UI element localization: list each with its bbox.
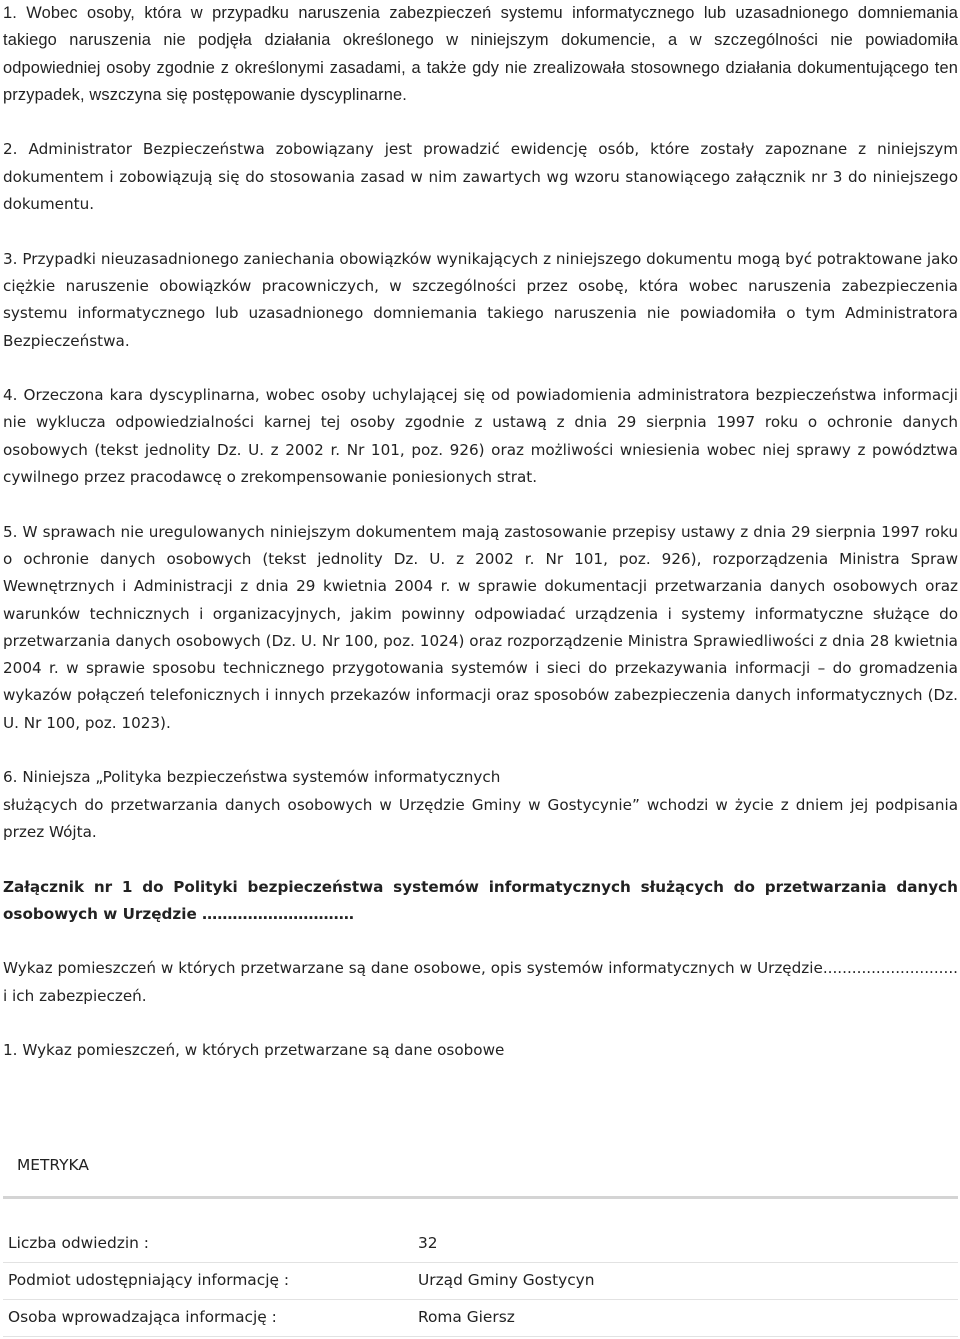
- paragraph-5: 5. W sprawach nie uregulowanych niniejszym dokumentem mają zastosowanie przepisy ustawy z dnia 29 sierpnia 1997 roku o ochronie danych osobowych (tekst jednolity Dz. U. z 2002 r. Nr 101, poz. 926), rozporządzenia Ministra Spraw Wewnętrznych i Administracji z dnia 29 kwietnia 2004 r. w sprawie dokumentacji przetwarzania danych osobowych oraz warunków technicznych i organizacyjnych, jakim powinny odpowiadać urządzenia i systemy informatyczne służące do przetwarzania danych osobowych (Dz. U. Nr 100, poz. 1024) oraz rozporządzenie Ministra Sprawiedliwości z dnia 28 kwietnia 2004 r. w sprawie sposobu technicznego przygotowania systemów i sieci do przekazywania informacji – do gromadzenia wykazów połączeń telefonicznych i innych przekazów informacji oraz sposobów zabezpieczenia danych informatycznych (Dz. U. Nr 100, poz. 1023).: [3, 522, 958, 732]
- metryka-value: 32: [418, 1234, 438, 1252]
- paragraph-6-title: 6. Niniejsza „Polityka bezpieczeństwa systemów informatycznych: [3, 768, 501, 787]
- paragraph-2: 2. Administrator Bezpieczeństwa zobowiązany jest prowadzić ewidencję osób, które zostały zapoznane z niniejszym dokumentem i zobowiązują się do stosowania zasad w nim zawartych wg wzoru stanowiącego załącznik nr 3 do niniejszego dokumentu.: [3, 140, 958, 214]
- metryka-label: Osoba wprowadzająca informację :: [8, 1308, 277, 1326]
- paragraph-4: 4. Orzeczona kara dyscyplinarna, wobec osoby uchylającej się od powiadomienia administratora bezpieczeństwa informacji nie wyklucza odpowiedzialności karnej tej osoby zgodnie z ustawą z dnia 29 sierpnia 1997 roku o ochronie danych osobowych (tekst jednolity Dz. U. z 2002 r. Nr 101, poz. 926) oraz możliwości wniesienia wobec niej sprawy z powództwa cywilnego przez pracodawcę o zrekompensowanie poniesionych strat.: [3, 386, 958, 487]
- paragraph-3: 3. Przypadki nieuzasadnionego zaniechania obowiązków wynikających z niniejszego dokumentu mogą być potraktowane jako ciężkie naruszenie obowiązków pracowniczych, w szczególności przez osobę, która wobec naruszenia zabezpieczenia systemu informatycznego lub uzasadnionego domniemania takiego naruszenia nie powiadomiła o tym Administratora Bezpieczeństwa.: [3, 249, 958, 350]
- metryka-label: Liczba odwiedzin :: [8, 1234, 149, 1252]
- paragraph-6-body: służących do przetwarzania danych osobowych w Urzędzie Gminy w Gostycynie” wchodzi w życie z dniem jej podpisania przez Wójta.: [3, 795, 958, 841]
- metryka-value: Roma Giersz: [418, 1308, 515, 1326]
- metryka-value: Urząd Gminy Gostycyn: [418, 1271, 595, 1289]
- rooms-list-heading: 1. Wykaz pomieszczeń, w których przetwarzane są dane osobowe: [3, 1041, 505, 1060]
- attachment-heading: Załącznik nr 1 do Polityki bezpieczeństwa systemów informatycznych służących do przetwarzania danych osobowych w Urzędzie …………………………: [3, 877, 958, 923]
- metryka-row-publisher: [3, 1263, 958, 1300]
- metryka-label: Podmiot udostępniający informację :: [8, 1271, 290, 1289]
- metryka-row-visits: [3, 1226, 958, 1263]
- metryka-row-author: [3, 1300, 958, 1337]
- paragraph-1: 1. Wobec osoby, która w przypadku naruszenia zabezpieczeń systemu informatycznego lub uzasadnionego domniemania takiego naruszenia nie podjęła działania określonego w niniejszym dokumencie, a w szczególności nie powiadomiła odpowiedniej osoby zgodnie z określonymi zasadami, a także gdy nie zrealizowała stosownego działania dokumentującego ten przypadek, wszczyna się postępowanie dyscyplinarne.: [3, 4, 958, 104]
- rooms-systems-intro: Wykaz pomieszczeń w których przetwarzane są dane osobowe, opis systemów informatycznych w Urzędzie............................ i ich zabezpieczeń.: [3, 959, 958, 1005]
- metryka-divider: [3, 1196, 958, 1199]
- metryka-table: [3, 1226, 958, 1337]
- metryka-title: METRYKA: [17, 1156, 89, 1174]
